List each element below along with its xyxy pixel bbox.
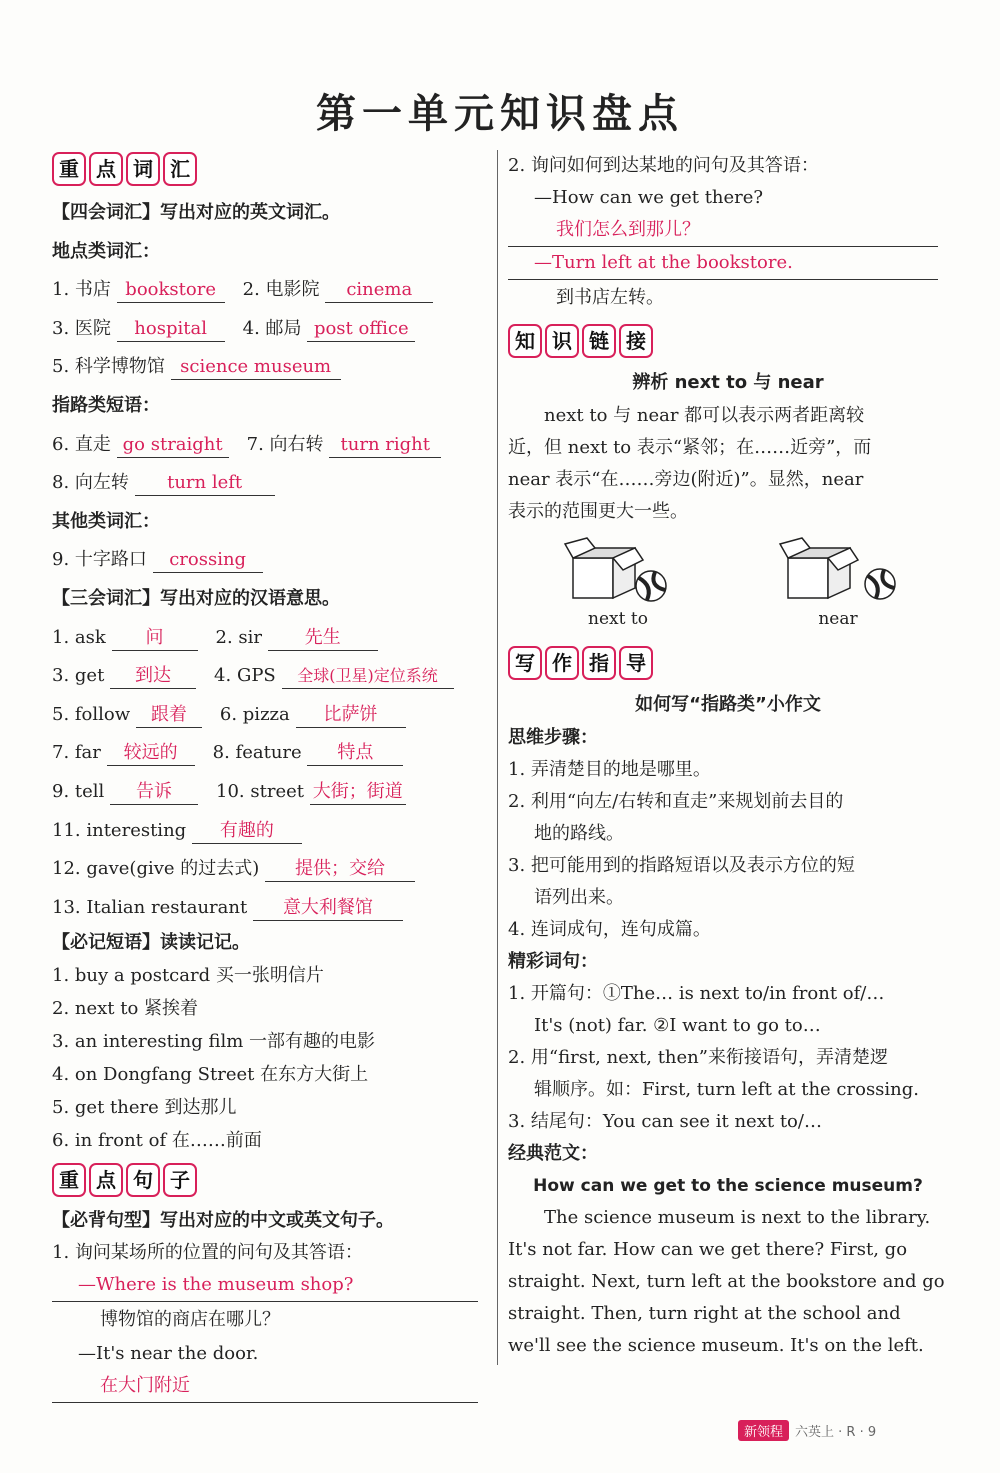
vocab-row: 8. 向左转 turn left — [52, 464, 492, 503]
sentence: —How can we get there? — [534, 187, 764, 208]
writing-body: 思维步骤： 1. 弄清楚目的地是哪里。 2. 利用“向左/右转和直走”来规划前去目的 地的路线。 3. 把可能用到的指路短语以及表示方位的短 语列出来。 4. 连词成句，连句成篇。 精彩词句： 1. 开篇句：①The… is next to/in front of/… It's (not) far. ②I want to go to… 2. 用“first, next, then”来衔接语句，弄清楚逻 辑顺序。如：First, turn left at the crossing. 3. 结尾句：You can see it next to/… 经典范文： How can we get to the science museum? The science museum is next to the library. It's not far. How can we get there? First, go straight. Next, turn left at the bookstore and go straight. Then, turn right at the school and we'll see the science museum. It's on the left. — [508, 727, 945, 1356]
section-char: 作 — [545, 646, 579, 680]
vocab-row: 12. gave(give 的过去式) 提供；交给 — [52, 850, 492, 889]
answer: 意大利餐馆 — [253, 896, 403, 921]
right-column — [508, 150, 948, 1362]
sentence: —It's near the door. — [78, 1343, 259, 1365]
answer: 大街；街道 — [310, 780, 406, 805]
vocab-row: 13. Italian restaurant 意大利餐馆 — [52, 889, 492, 928]
link-paragraph: next to 与 near 都可以表示两者距离较 近，但 next to 表示“紧邻；在……近旁”，而 near 表示“在……旁边(附近)”。显然，near 表示的范围更大一些。 — [508, 405, 872, 522]
category: 其他类词汇： — [52, 510, 160, 532]
category: 地点类词汇： — [52, 240, 160, 262]
answer: 跟着 — [136, 703, 202, 728]
link-title: 辨析 next to 与 near — [632, 372, 824, 393]
heading: 【必记短语】读读记记。 — [52, 932, 250, 954]
answer: bookstore — [117, 278, 225, 303]
section-char: 识 — [545, 324, 579, 358]
next-to-near-figures — [508, 536, 948, 636]
vocab-row: 3. 医院 hospital 4. 邮局 post office — [52, 310, 492, 349]
vocab-row: 1. ask 问 2. sir 先生 — [52, 619, 492, 658]
section-knowledge-link — [508, 324, 948, 358]
answer: 全球(卫星)定位系统 — [282, 664, 454, 689]
answer: crossing — [153, 548, 263, 573]
section-char: 指 — [582, 646, 616, 680]
answer: go straight — [117, 433, 229, 458]
heading: 【必背句型】写出对应的中文或英文句子。 — [52, 1210, 394, 1232]
vocab-row: 5. follow 跟着 6. pizza 比萨饼 — [52, 696, 492, 735]
vocab-row: 9. 十字路口 crossing — [52, 541, 492, 580]
vocab-row: 1. 书店 bookstore 2. 电影院 cinema — [52, 271, 492, 310]
left-column — [52, 150, 492, 1403]
section-key-vocab — [52, 152, 492, 186]
section-char: 词 — [126, 152, 160, 186]
section-char: 重 — [52, 1163, 86, 1197]
vocab-row: 5. 科学博物馆 science museum — [52, 348, 492, 387]
answer: 告诉 — [110, 780, 198, 805]
answer: science museum — [171, 355, 341, 380]
section-char: 写 — [508, 646, 542, 680]
answer: 在大门附近 — [52, 1370, 478, 1403]
answer: turn left — [135, 471, 275, 496]
answer: —Turn left at the bookstore. — [508, 247, 938, 280]
section-key-sentences — [52, 1163, 492, 1197]
section-char: 子 — [163, 1163, 197, 1197]
brand-badge: 新领程 — [738, 1420, 789, 1441]
page-footer — [738, 1420, 876, 1441]
vocab-row: 9. tell 告诉 10. street 大街；街道 — [52, 773, 492, 812]
sentence: 博物馆的商店在哪儿？ — [100, 1309, 280, 1331]
section-char: 接 — [619, 324, 653, 358]
box-ball-icon — [563, 536, 673, 604]
answer: 有趣的 — [192, 819, 302, 844]
answer: post office — [307, 317, 415, 342]
answer: —Where is the museum shop? — [52, 1269, 478, 1302]
section-writing-guide — [508, 646, 948, 680]
section-char: 导 — [619, 646, 653, 680]
section-char: 知 — [508, 324, 542, 358]
answer: 我们怎么到那儿？ — [508, 214, 938, 247]
phrase: 2. next to 紧挨着 — [52, 998, 199, 1020]
answer: 到达 — [110, 664, 196, 689]
answer: 提供；交给 — [265, 857, 415, 882]
answer: hospital — [117, 317, 225, 342]
answer: 问 — [112, 626, 198, 651]
answer: 较远的 — [107, 741, 195, 766]
figure-next-to: next to — [548, 536, 688, 636]
phrase: 4. on Dongfang Street 在东方大街上 — [52, 1064, 369, 1086]
vocab-row: 3. get 到达 4. GPS 全球(卫星)定位系统 — [52, 657, 492, 696]
section-char: 重 — [52, 152, 86, 186]
question: 2. 询问如何到达某地的问句及其答语： — [508, 155, 819, 176]
page-title: 第一单元知识盘点 — [316, 91, 684, 137]
section-char: 句 — [126, 1163, 160, 1197]
answer: 比萨饼 — [296, 703, 406, 728]
box-ball-icon — [778, 536, 898, 604]
page-number: 六英上 · R · 9 — [795, 1425, 877, 1440]
heading: 【四会词汇】写出对应的英文词汇。 — [52, 202, 340, 223]
category: 指路类短语： — [52, 394, 160, 416]
phrase: 3. an interesting film 一部有趣的电影 — [52, 1031, 376, 1053]
section-char: 点 — [89, 152, 123, 186]
question: 1. 询问某场所的位置的问句及其答语： — [52, 1242, 363, 1264]
figure-near: near — [768, 536, 908, 636]
answer: 特点 — [307, 741, 403, 766]
vocab-row: 6. 直走 go straight 7. 向右转 turn right — [52, 426, 492, 465]
section-char: 链 — [582, 324, 616, 358]
section-char: 汇 — [163, 152, 197, 186]
vocab-row: 7. far 较远的 8. feature 特点 — [52, 734, 492, 773]
phrase: 6. in front of 在……前面 — [52, 1130, 262, 1152]
answer: turn right — [329, 433, 441, 458]
heading: 【三会词汇】写出对应的汉语意思。 — [52, 587, 340, 609]
sentence: 到书店左转。 — [556, 287, 664, 308]
phrase: 1. buy a postcard 买一张明信片 — [52, 965, 324, 987]
vocab-row: 11. interesting 有趣的 — [52, 812, 492, 851]
section-char: 点 — [89, 1163, 123, 1197]
writing-title: 如何写“指路类”小作文 — [635, 694, 821, 715]
column-divider — [497, 150, 498, 1365]
answer: cinema — [325, 278, 433, 303]
phrase: 5. get there 到达那儿 — [52, 1097, 237, 1119]
answer: 先生 — [268, 626, 378, 651]
